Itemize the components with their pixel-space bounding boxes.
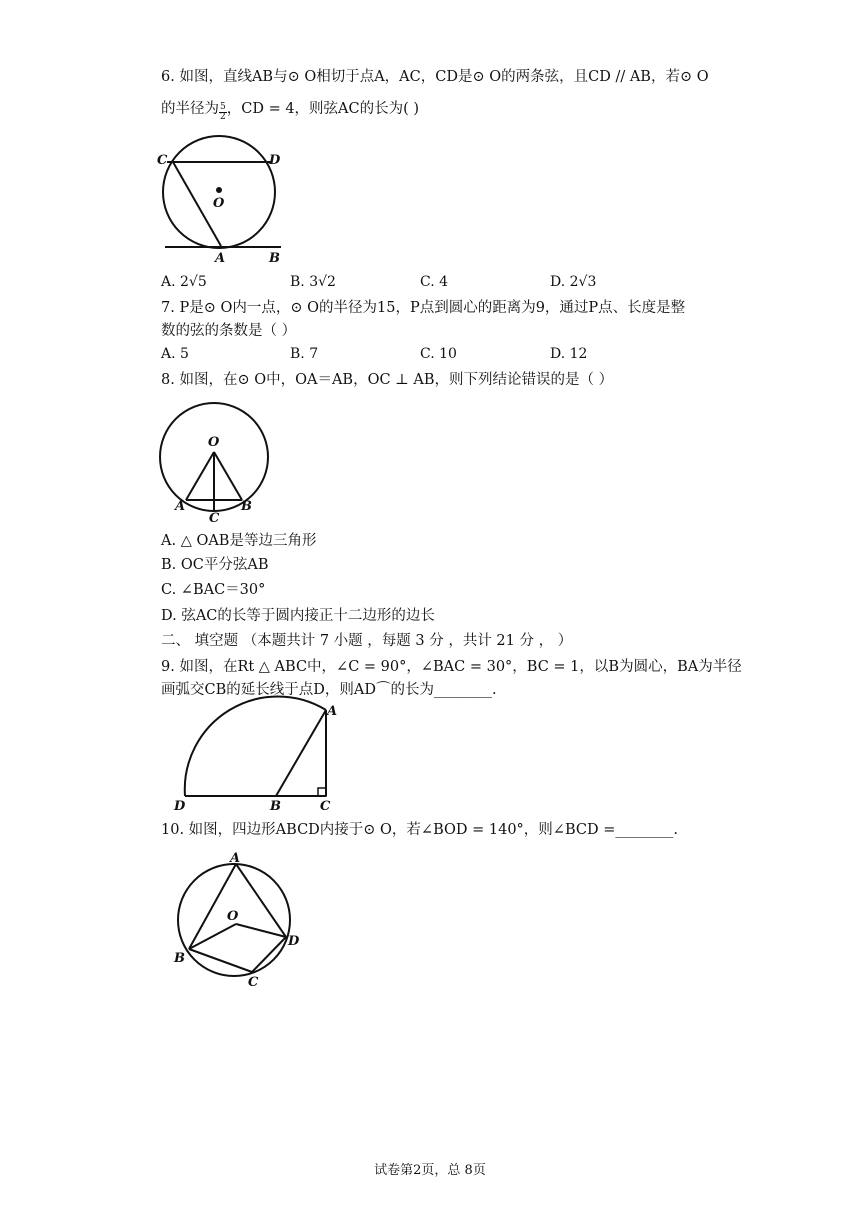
q6-label-o: O <box>213 196 225 211</box>
q6-center-dot <box>216 187 222 193</box>
q10-label-o: O <box>227 909 239 924</box>
q8-option-b: B. OC平分弦AB <box>161 557 269 573</box>
q6-figure <box>155 140 290 268</box>
q10-label-c: C <box>248 975 259 990</box>
q10-label-a: A <box>230 851 241 866</box>
q6-stem-line2 <box>161 99 419 122</box>
q6-stem-line2-start: 的半径为 <box>161 101 219 117</box>
q10-segment-bc <box>189 949 252 972</box>
q6-option-a: A. 2√5 <box>161 274 207 290</box>
q8-label-b: B <box>241 499 252 514</box>
q10-label-d: D <box>288 934 300 949</box>
q9-label-b: B <box>270 799 281 814</box>
q8-option-a: A. △ OAB是等边三角形 <box>161 533 317 549</box>
q9-label-d: D <box>174 799 186 814</box>
q8-segment-oa <box>186 452 214 500</box>
q6-label-c: C <box>157 153 168 168</box>
q6-option-c: C. 4 <box>420 274 449 290</box>
q9-label-a: A <box>327 704 338 719</box>
q8-label-c: C <box>209 511 220 526</box>
page-footer: 试卷第2页，总 8页 <box>374 1163 486 1178</box>
q8-label-a: A <box>175 499 186 514</box>
q6-label-d: D <box>269 153 281 168</box>
q10-segment-cd <box>252 937 286 972</box>
section-2-header: 二、 填空题 （本题共计 7 小题 ，每题 3 分 ，共计 21 分 ， ） <box>161 633 573 649</box>
q6-label-a: A <box>215 251 226 266</box>
q8-segment-ob <box>214 452 242 500</box>
q6-fraction-denominator: 2 <box>220 112 226 122</box>
q8-stem: 8. 如图，在⊙ O中，OA＝AB，OC ⊥ AB，则下列结论错误的是（ ） <box>161 372 614 388</box>
q7-option-b: B. 7 <box>290 346 319 362</box>
q6-option-d: D. 2√3 <box>550 274 597 290</box>
q9-stem-line1: 9. 如图，在Rt △ ABC中，∠C = 90°，∠BAC = 30°，BC = 1，以B为圆心，BA为半径 <box>161 659 742 675</box>
q8-option-c: C. ∠BAC＝30° <box>161 582 266 598</box>
q8-option-d: D. 弦AC的长等于圆内接正十二边形的边长 <box>161 608 435 624</box>
q7-stem-line1: 7. P是⊙ O内一点，⊙ O的半径为15，P点到圆心的距离为9，通过P点、长度是整 <box>161 300 686 316</box>
q7-option-d: D. 12 <box>550 346 588 362</box>
q9-figure <box>170 700 345 815</box>
q9-right-angle-mark <box>318 788 326 796</box>
q6-radius-fraction <box>219 103 227 122</box>
q7-option-a: A. 5 <box>161 346 189 362</box>
q10-figure <box>170 845 310 990</box>
q8-figure <box>155 400 275 524</box>
q8-label-o: O <box>208 435 220 450</box>
q6-fraction-numerator: 5 <box>220 102 226 112</box>
q7-stem-line2: 数的弦的条数是（ ） <box>161 323 297 339</box>
q6-label-b: B <box>269 251 280 266</box>
q9-label-c: C <box>320 799 331 814</box>
q9-stem-line2: 画弧交CB的延长线于点D，则AD⌒的长为________. <box>161 682 497 698</box>
q10-stem: 10. 如图，四边形ABCD内接于⊙ O，若∠BOD = 140°，则∠BCD =________. <box>161 822 678 838</box>
q6-stem-line1: 6. 如图，直线AB与⊙ O相切于点A，AC，CD是⊙ O的两条弦，且CD // AB，若⊙ O <box>161 69 709 85</box>
q6-option-b: B. 3√2 <box>290 274 336 290</box>
q7-option-c: C. 10 <box>420 346 457 362</box>
q6-stem-line2-end: ，CD = 4，则弦AC的长为( ) <box>226 101 420 117</box>
q10-label-b: B <box>174 951 185 966</box>
q9-segment-ab <box>276 710 326 796</box>
